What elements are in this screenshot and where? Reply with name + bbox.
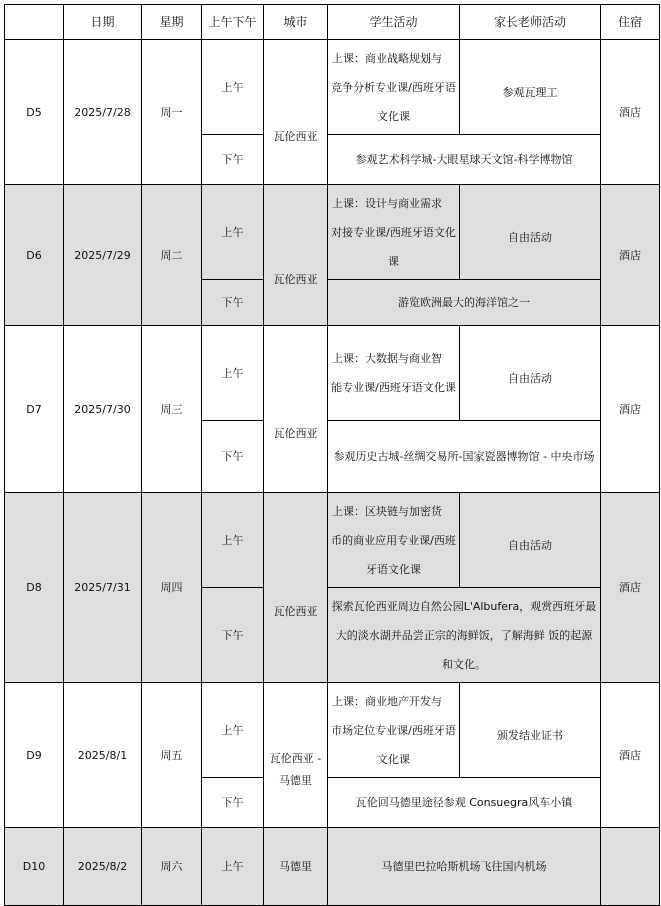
parent-activity-cell: 参观瓦理工 (460, 40, 601, 135)
pm-activity-cell: 游览欧洲最大的海洋馆之一 (328, 280, 601, 326)
weekday-cell: 周六 (142, 828, 202, 906)
table-row (5, 493, 660, 588)
period-pm-cell: 下午 (202, 135, 264, 185)
period-am-cell: 上午 (202, 493, 264, 588)
lodging-cell: 酒店 (601, 683, 660, 828)
pm-activity-cell: 探索瓦伦西亚周边自然公园L'Albufera，观赏西班牙最大的淡水湖并品尝正宗的海鲜饭，了解海鲜 饭的起源和文化。 (328, 588, 601, 683)
parent-activity-cell: 自由活动 (460, 185, 601, 280)
student-activity-cell (328, 40, 460, 135)
day-cell: D10 (5, 828, 64, 906)
header-row (5, 5, 660, 40)
city-cell: 瓦伦西亚 (264, 40, 328, 185)
weekday-cell: 周二 (142, 185, 202, 326)
day-cell: D9 (5, 683, 64, 828)
period-am-cell: 上午 (202, 828, 264, 906)
date-cell: 2025/8/2 (64, 828, 142, 906)
city-cell: 马德里 (264, 828, 328, 906)
student-activity-line1: 上课：大数据与商业智 (332, 352, 442, 365)
day-cell: D5 (5, 40, 64, 185)
lodging-cell: 酒店 (601, 493, 660, 683)
lodging-cell: 酒店 (601, 40, 660, 185)
day-cell: D8 (5, 493, 64, 683)
day-cell: D7 (5, 326, 64, 493)
date-cell: 2025/8/1 (64, 683, 142, 828)
student-activity-cell (328, 185, 460, 280)
pm-activity-cell: 瓦伦回马德里途径参观 Consuegra风车小镇 (328, 778, 601, 828)
period-am-cell: 上午 (202, 326, 264, 421)
lodging-cell: 酒店 (601, 326, 660, 493)
student-activity-line1: 上课：商业战略规划与 (332, 51, 442, 65)
city-cell: 瓦伦西亚 - 马德里 (264, 683, 328, 828)
table-row (5, 185, 660, 280)
weekday-cell: 周三 (142, 326, 202, 493)
student-activity-cell (328, 683, 460, 778)
parent-activity-cell: 自由活动 (460, 326, 601, 421)
student-activity-rest: 竞争分析专业课/西班牙语文化课 (331, 80, 456, 123)
header-city: 城市 (264, 5, 328, 40)
day-cell: D6 (5, 185, 64, 326)
header-parent-activity: 家长老师活动 (460, 5, 601, 40)
table-row (5, 40, 660, 135)
period-am-cell: 上午 (202, 683, 264, 778)
period-pm-cell: 下午 (202, 280, 264, 326)
header-day (5, 5, 64, 40)
date-cell: 2025/7/30 (64, 326, 142, 493)
student-activity-rest: 币的商业应用专业课/西班牙语文化课 (331, 533, 456, 576)
student-activity-rest: 市场定位专业课/西班牙语文化课 (331, 723, 456, 766)
am-activity-cell: 马德里巴拉哈斯机场飞往国内机场 (328, 828, 601, 906)
weekday-cell: 周一 (142, 40, 202, 185)
period-pm-cell: 下午 (202, 588, 264, 683)
period-am-cell: 上午 (202, 185, 264, 280)
period-am-cell: 上午 (202, 40, 264, 135)
header-date: 日期 (64, 5, 142, 40)
date-cell: 2025/7/28 (64, 40, 142, 185)
student-activity-rest: 对接专业课/西班牙语文化课 (331, 225, 456, 268)
period-pm-cell: 下午 (202, 778, 264, 828)
header-lodging: 住宿 (601, 5, 660, 40)
city-cell: 瓦伦西亚 (264, 493, 328, 683)
weekday-cell: 周四 (142, 493, 202, 683)
lodging-cell: 酒店 (601, 185, 660, 326)
pm-activity-cell: 参观艺术科学城-大眼星球天文馆-科学博物馆 (328, 135, 601, 185)
student-activity-cell (328, 326, 460, 421)
table-row (5, 683, 660, 778)
student-activity-rest: 能专业课/西班牙语文化课 (331, 381, 456, 394)
student-activity-cell (328, 493, 460, 588)
header-student-activity: 学生活动 (328, 5, 460, 40)
period-pm-cell: 下午 (202, 421, 264, 493)
date-cell: 2025/7/29 (64, 185, 142, 326)
itinerary-table (4, 4, 660, 906)
parent-activity-cell: 颁发结业证书 (460, 683, 601, 778)
student-activity-line1: 上课：区块链与加密货 (332, 504, 442, 518)
header-weekday: 星期 (142, 5, 202, 40)
header-period: 上午下午 (202, 5, 264, 40)
parent-activity-cell: 自由活动 (460, 493, 601, 588)
student-activity-line1: 上课：设计与商业需求 (332, 196, 442, 210)
date-cell: 2025/7/31 (64, 493, 142, 683)
table-row (5, 326, 660, 421)
city-cell: 瓦伦西亚 (264, 326, 328, 493)
city-cell: 瓦伦西亚 (264, 185, 328, 326)
weekday-cell: 周五 (142, 683, 202, 828)
pm-activity-cell: 参观历史古城-丝绸交易所-国家瓷器博物馆 - 中央市场 (328, 421, 601, 493)
student-activity-line1: 上课：商业地产开发与 (332, 694, 442, 708)
